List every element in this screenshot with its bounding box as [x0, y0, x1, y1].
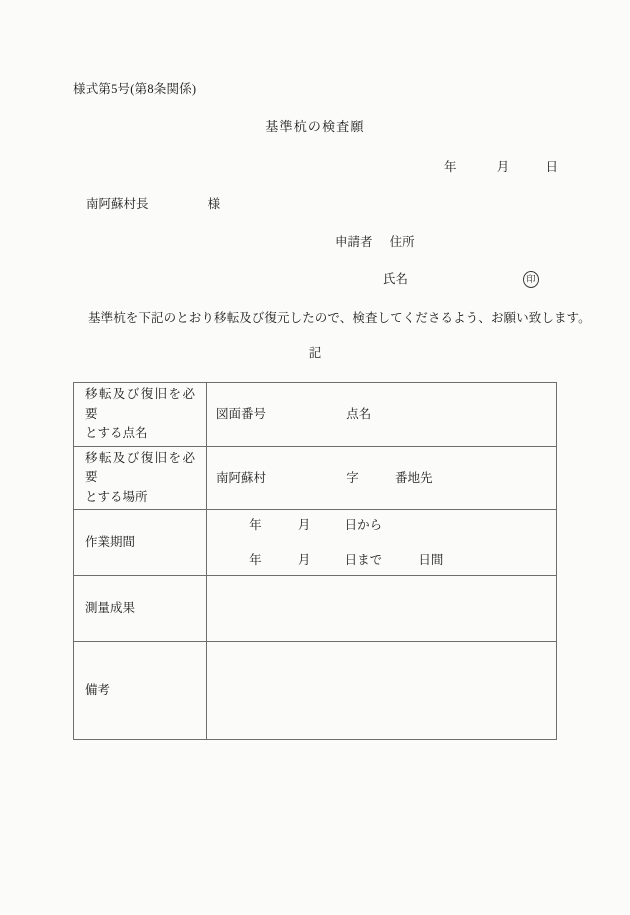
table-row — [74, 642, 557, 740]
date-day-label: 日 — [545, 160, 558, 174]
period-to-day: 日まで — [344, 552, 383, 567]
body-paragraph: 基準杭を下記のとおり移転及び復元したので、検査してくださるよう、お願い致します。 — [88, 311, 591, 325]
period-from-day: 日から — [344, 517, 383, 532]
row-value-cell[interactable] — [207, 447, 557, 510]
applicant-address-label: 住所 — [389, 235, 415, 249]
period-day-count: 日間 — [418, 552, 444, 567]
row-label-cell — [74, 447, 207, 510]
row-label-work-period: 作業期間 — [85, 534, 136, 549]
form-table — [73, 382, 557, 740]
row-label-line1: 移転及び復旧を必要 — [85, 450, 195, 485]
date-year-label: 年 — [443, 160, 457, 174]
period-from-line — [216, 516, 547, 535]
table-row — [74, 510, 557, 576]
row-label-remarks: 備考 — [85, 682, 111, 697]
village-name-label: 南阿蘇村 — [216, 470, 267, 485]
table-row — [74, 383, 557, 447]
applicant-address-line — [335, 236, 415, 249]
row-value-cell[interactable] — [207, 510, 557, 576]
row-label-cell — [74, 576, 207, 642]
period-from-month: 月 — [297, 517, 311, 532]
table-row — [74, 447, 557, 510]
ki-marker: 記 — [308, 346, 322, 360]
addressee-line — [86, 198, 220, 211]
period-from-year: 年 — [249, 517, 262, 532]
seal-stamp-icon — [523, 271, 539, 288]
table-row — [74, 576, 557, 642]
row-label-line1: 移転及び復旧を必要 — [85, 387, 195, 421]
row-value-cell[interactable] — [207, 642, 557, 740]
document-title: 基準杭の検査願 — [265, 119, 365, 134]
addressee-name: 南阿蘇村長 — [86, 197, 149, 211]
applicant-label: 申請者 — [335, 235, 373, 249]
row-label-cell — [74, 510, 207, 576]
seal-stamp-glyph: 印 — [523, 271, 539, 288]
period-to-month: 月 — [297, 552, 311, 567]
applicant-name-label: 氏名 — [383, 272, 409, 286]
date-line — [0, 161, 558, 174]
row-label-line2: とする場所 — [85, 489, 148, 504]
aza-label: 字 — [346, 470, 359, 485]
row-label-cell — [74, 642, 207, 740]
banchi-label: 番地先 — [395, 470, 433, 485]
row-label-cell — [74, 383, 207, 447]
row-label-survey-result: 測量成果 — [85, 600, 136, 615]
point-name-label: 点名 — [346, 407, 372, 422]
period-to-year: 年 — [249, 552, 262, 567]
row-value-cell[interactable] — [207, 383, 557, 447]
addressee-honorific: 様 — [207, 197, 221, 211]
form-number: 様式第5号(第8条関係) — [73, 82, 197, 96]
date-month-label: 月 — [496, 160, 510, 174]
period-to-line — [216, 551, 547, 570]
row-label-line2: とする点名 — [85, 426, 148, 441]
drawing-number-label: 図面番号 — [216, 407, 267, 422]
row-value-cell[interactable] — [207, 576, 557, 642]
